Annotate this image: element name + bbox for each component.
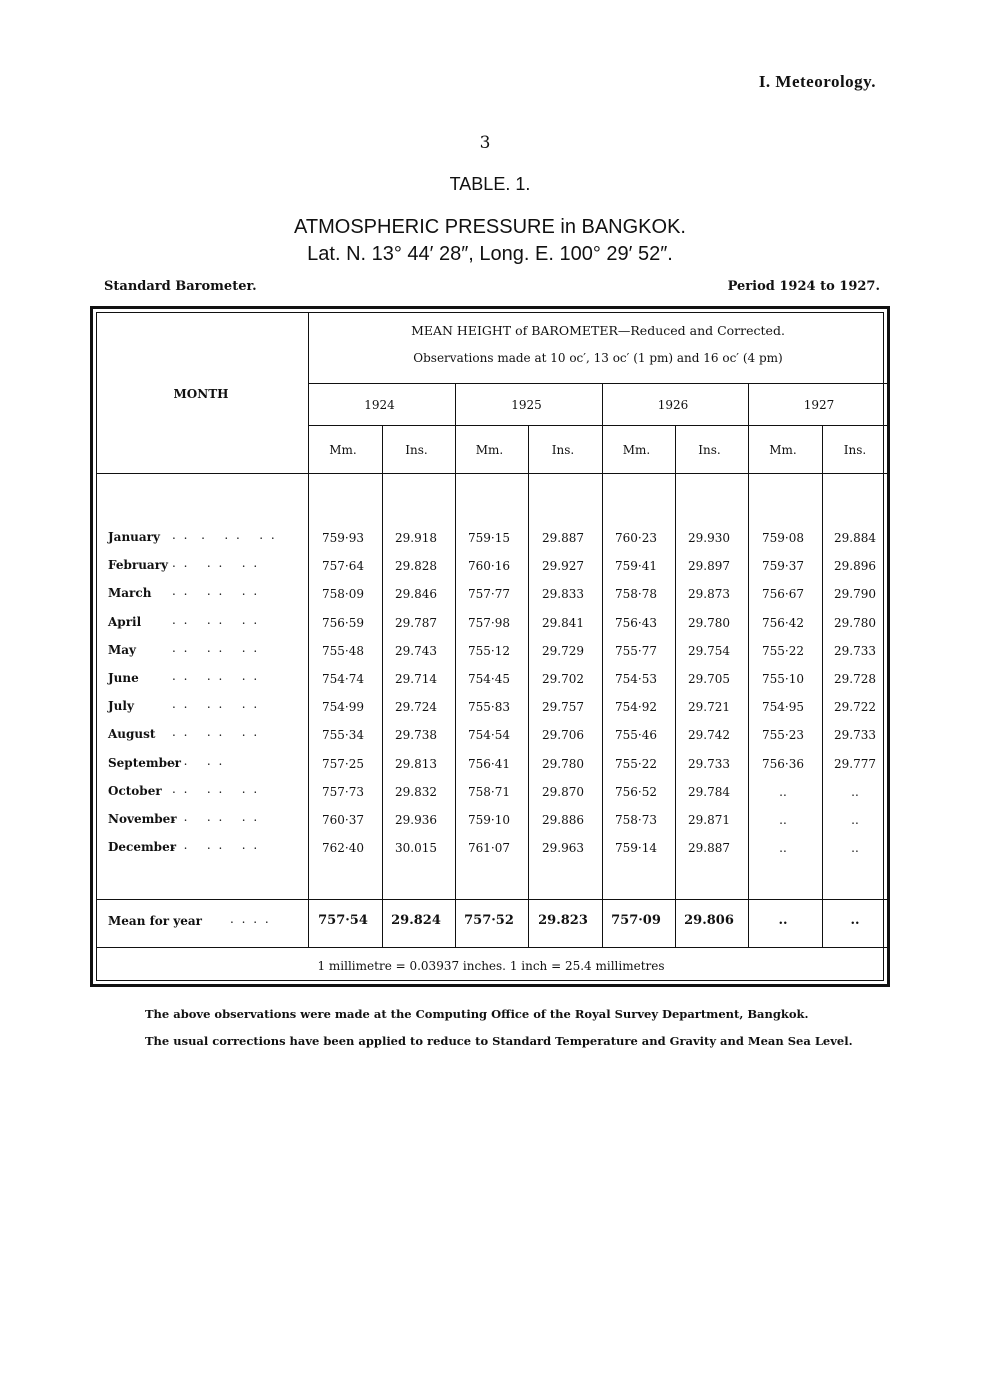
year-header-1924: 1924 <box>364 398 395 412</box>
mean-cell: 29.806 <box>684 913 734 928</box>
table-cell: .. <box>779 841 787 855</box>
table-cell: 756·59 <box>322 616 364 630</box>
table-label: TABLE. 1. <box>449 174 531 194</box>
year-header-1925: 1925 <box>511 398 542 412</box>
table-cell: 29.757 <box>542 700 584 714</box>
mean-label: Mean for year <box>108 914 202 928</box>
table-cell: 29.930 <box>688 531 730 545</box>
table-cell: 756·52 <box>615 785 657 799</box>
unit-header: Mm. <box>475 443 504 457</box>
month-label: September <box>108 756 181 770</box>
table-cell: 29.714 <box>395 672 437 686</box>
table-cell: 29.896 <box>834 559 876 573</box>
page-number: 3 <box>479 133 491 153</box>
year-row-divider <box>308 425 887 426</box>
table-cell: 754·54 <box>468 728 510 742</box>
table-cell: 757·25 <box>322 757 364 771</box>
table-cell: 756·43 <box>615 616 657 630</box>
table-cell: .. <box>851 813 859 827</box>
table-title: ATMOSPHERIC PRESSURE in BANGKOK. <box>294 216 686 238</box>
leader-dots: . . . . <box>172 754 225 768</box>
table-cell: 758·73 <box>615 813 657 827</box>
table-cell: 759·41 <box>615 559 657 573</box>
mean-cell: .. <box>778 913 788 928</box>
conversion-note: 1 millimetre = 0.03937 inches. 1 inch = 25.4 millimetres <box>317 959 665 973</box>
column-divider <box>822 425 823 948</box>
header-bottom-rule <box>97 473 887 474</box>
mean-cell: .. <box>850 913 860 928</box>
instrument-label: Standard Barometer. <box>104 279 257 294</box>
table-cell: 755·48 <box>322 644 364 658</box>
leader-dots: . . . . . . . <box>172 528 277 542</box>
table-cell: 29.813 <box>395 757 437 771</box>
table-cell: 29.780 <box>834 616 876 630</box>
leader-dots: . . . . . . <box>172 725 260 739</box>
table-cell: 760·37 <box>322 813 364 827</box>
mean-bottom-rule <box>97 947 887 948</box>
table-cell: 754·45 <box>468 672 510 686</box>
mean-cell: 757·54 <box>318 913 368 928</box>
table-cell: 754·74 <box>322 672 364 686</box>
table-cell: 29.706 <box>542 728 584 742</box>
table-cell: 759·93 <box>322 531 364 545</box>
table-cell: 756·41 <box>468 757 510 771</box>
table-cell: 29.754 <box>688 644 730 658</box>
table-cell: 29.738 <box>395 728 437 742</box>
month-label: August <box>108 727 156 741</box>
table-cell: 29.846 <box>395 587 437 601</box>
mean-top-rule <box>97 899 887 900</box>
column-divider <box>675 425 676 948</box>
table-cell: 759·10 <box>468 813 510 827</box>
table-cell: 29.784 <box>688 785 730 799</box>
table-cell: 29.841 <box>542 616 584 630</box>
table-cell: 754·95 <box>762 700 804 714</box>
table-cell: 29.936 <box>395 813 437 827</box>
month-header: MONTH <box>173 387 229 401</box>
leader-dots: . . . . . . <box>172 556 260 570</box>
section-heading: I. Meteorology. <box>758 72 876 91</box>
mean-cell: 757·52 <box>464 913 514 928</box>
header-sub: Observations made at 10 oc′, 13 oc′ (1 pm) and 16 oc′ (4 pm) <box>413 351 783 365</box>
table-cell: 761·07 <box>468 841 510 855</box>
table-cell: 29.963 <box>542 841 584 855</box>
table-cell: 759·14 <box>615 841 657 855</box>
table-cell: 30.015 <box>395 841 437 855</box>
mean-cell: 757·09 <box>611 913 661 928</box>
table-cell: 755·46 <box>615 728 657 742</box>
leader-dots: . . . . . . <box>172 669 260 683</box>
table-cell: 755·22 <box>762 644 804 658</box>
leader-dots: . . . . . . <box>172 613 260 627</box>
table-cell: 29.722 <box>834 700 876 714</box>
table-cell: 756·42 <box>762 616 804 630</box>
table-cell: 758·71 <box>468 785 510 799</box>
table-cell: .. <box>851 841 859 855</box>
table-cell: .. <box>779 785 787 799</box>
table-cell: 755·10 <box>762 672 804 686</box>
table-cell: 755·12 <box>468 644 510 658</box>
note-corrections: The usual corrections have been applied to reduce to Standard Temperature and Gravity and Mean Sea Level. <box>145 1034 853 1048</box>
leader-dots: . . . . . . <box>172 641 260 655</box>
unit-header: Mm. <box>769 443 797 457</box>
table-cell: 755·22 <box>615 757 657 771</box>
table-cell: 760·16 <box>468 559 510 573</box>
table-cell: 755·83 <box>468 700 510 714</box>
table-cell: 757·64 <box>322 559 364 573</box>
table-cell: 29.702 <box>542 672 584 686</box>
table-cell: 29.721 <box>688 700 730 714</box>
table-cell: 758·09 <box>322 587 364 601</box>
table-cell: 29.724 <box>395 700 437 714</box>
period-label: Period 1924 to 1927. <box>727 279 880 294</box>
leader-dots: . . . . . . <box>172 782 260 796</box>
leader-dots: . . . . . . <box>172 697 260 711</box>
table-cell: 759·37 <box>762 559 804 573</box>
header-main: MEAN HEIGHT of BAROMETER—Reduced and Corrected. <box>411 323 785 338</box>
coordinates: Lat. N. 13° 44′ 28″, Long. E. 100° 29′ 52″. <box>307 243 673 265</box>
month-label: March <box>108 586 152 600</box>
month-label: October <box>108 784 162 798</box>
table-cell: 29.870 <box>542 785 584 799</box>
month-label: November <box>108 812 177 826</box>
year-divider <box>455 383 456 948</box>
table-cell: 29.828 <box>395 559 437 573</box>
mean-cell: 29.823 <box>538 913 588 928</box>
table-cell: 759·15 <box>468 531 510 545</box>
unit-header: Ins. <box>843 443 867 457</box>
unit-header: Ins. <box>551 443 575 457</box>
header-divider <box>308 383 887 384</box>
year-header-1926: 1926 <box>657 398 689 412</box>
table-cell: .. <box>779 813 787 827</box>
table-cell: 29.780 <box>688 616 730 630</box>
month-label: June <box>108 671 139 685</box>
table-cell: 29.871 <box>688 813 730 827</box>
table-cell: 29.887 <box>542 531 584 545</box>
table-cell: 756·67 <box>762 587 804 601</box>
table-cell: 755·34 <box>322 728 364 742</box>
table-cell: 29.733 <box>834 728 876 742</box>
table-cell: 755·77 <box>615 644 657 658</box>
leader-dots: . . . . . . <box>172 584 260 598</box>
mean-cell: 29.824 <box>391 913 441 928</box>
table-cell: 29.873 <box>688 587 730 601</box>
month-label: April <box>108 615 142 629</box>
month-label: July <box>108 699 134 713</box>
column-divider <box>528 425 529 948</box>
unit-header: Mm. <box>622 443 651 457</box>
table-cell: 756·36 <box>762 757 804 771</box>
table-cell: 29.927 <box>542 559 584 573</box>
table-cell: 29.790 <box>834 587 876 601</box>
month-label: December <box>108 840 177 854</box>
year-header-1927: 1927 <box>803 398 835 412</box>
table-cell: 29.887 <box>688 841 730 855</box>
table-cell: 758·78 <box>615 587 657 601</box>
unit-header: Mm. <box>329 443 357 457</box>
table-cell: 29.705 <box>688 672 730 686</box>
month-label: May <box>108 643 137 657</box>
table-cell: 29.918 <box>395 531 437 545</box>
mean-leader-dots: . . . . <box>230 912 271 926</box>
table-cell: 29.729 <box>542 644 584 658</box>
table-cell: 29.886 <box>542 813 584 827</box>
leader-dots: . . . . . . <box>172 810 260 824</box>
table-cell: 29.897 <box>688 559 730 573</box>
table-cell: 29.780 <box>542 757 584 771</box>
unit-header: Ins. <box>405 443 428 457</box>
table-cell: 757·77 <box>468 587 510 601</box>
table-cell: 29.787 <box>395 616 437 630</box>
table-cell: 760·23 <box>615 531 657 545</box>
table-cell: 754·99 <box>322 700 364 714</box>
table-cell: 29.743 <box>395 644 437 658</box>
table-cell: .. <box>851 785 859 799</box>
table-cell: 755·23 <box>762 728 804 742</box>
year-divider <box>602 383 603 948</box>
table-cell: 29.833 <box>542 587 584 601</box>
month-label: January <box>108 530 160 544</box>
table-cell: 29.884 <box>834 531 876 545</box>
note-observations: The above observations were made at the Computing Office of the Royal Survey Department, Bangkok. <box>145 1007 809 1021</box>
table-cell: 754·53 <box>615 672 657 686</box>
column-divider <box>382 425 383 948</box>
table-cell: 29.733 <box>834 644 876 658</box>
table-cell: 762·40 <box>322 841 364 855</box>
unit-header: Ins. <box>698 443 721 457</box>
table-cell: 29.777 <box>834 757 876 771</box>
table-cell: 29.733 <box>688 757 730 771</box>
table-cell: 759·08 <box>762 531 804 545</box>
table-cell: 29.728 <box>834 672 876 686</box>
table-cell: 757·73 <box>322 785 364 799</box>
year-divider <box>748 383 749 948</box>
month-label: February <box>108 558 169 572</box>
table-cell: 29.742 <box>688 728 730 742</box>
table-cell: 29.832 <box>395 785 437 799</box>
table-cell: 757·98 <box>468 616 510 630</box>
leader-dots: . . . . . . <box>172 838 260 852</box>
table-cell: 754·92 <box>615 700 657 714</box>
